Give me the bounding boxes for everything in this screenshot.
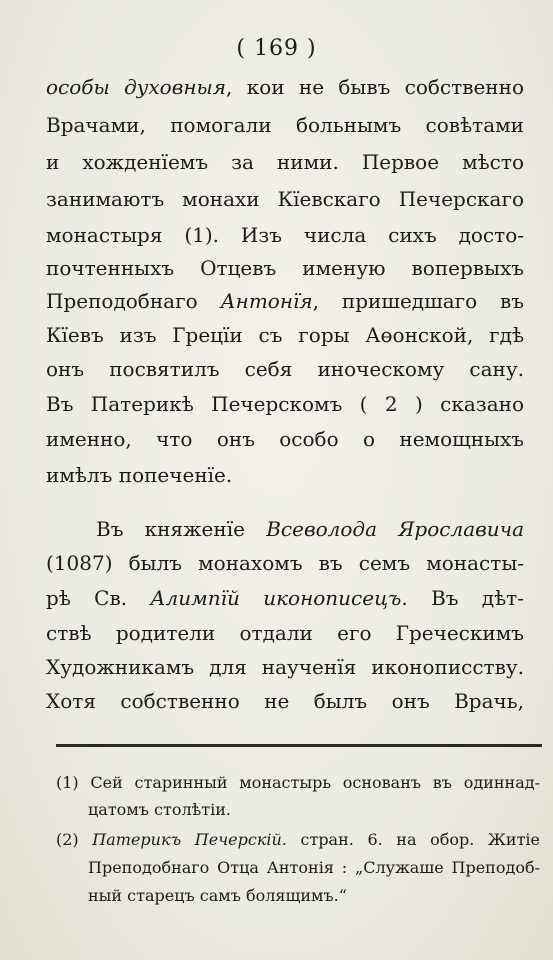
footnote-2-line-3: ный старецъ самъ болящимъ.“ (88, 886, 347, 905)
paragraph1-line-6: почтенныхъ Отцевъ именую вопервыхъ (46, 256, 524, 280)
text-span: Въ княженїе (96, 517, 245, 541)
footnote-divider (56, 744, 542, 747)
text-span: рѣ Св. (46, 586, 128, 610)
text-span: , пришедшаго въ (312, 289, 524, 313)
emphasis-text: Антонїя (220, 289, 313, 313)
paragraph2-line-1 (96, 514, 524, 544)
page-number: ( 169 ) (236, 36, 317, 61)
footnote-1-line-1: (1) Сей старинный монастырь основанъ въ одиннад- (56, 773, 540, 792)
paragraph1-line-7 (46, 286, 524, 316)
text-span: стран. 6. на обор. Житiе (300, 830, 540, 849)
text-span: Въ дѣт- (431, 586, 524, 610)
paragraph1-line-9: онъ посвятилъ себя иноческому сану. (46, 357, 524, 381)
paragraph1-line-2: Врачами, помогали больнымъ совѣтами (46, 113, 524, 137)
emphasis-text: особы духовныя (46, 75, 227, 99)
text-span: , кои не бывъ собственно (226, 75, 524, 99)
paragraph2-line-2: (1087) былъ монахомъ въ семъ монасты- (46, 551, 524, 575)
paragraph2-line-3 (46, 583, 524, 613)
paragraph1-line-8: Кїевъ изъ Грецїи съ горы Аөонской, гдѣ (46, 323, 524, 347)
emphasis-text: Всеволода Ярославича (266, 517, 524, 541)
footnote-1-line-2: цатомъ столѣтiи. (88, 800, 231, 819)
paragraph1-line-3: и хожденїемъ за ними. Первое мѣсто (46, 150, 524, 174)
paragraph1-line-4: занимаютъ монахи Кїевскаго Печерскаго (46, 187, 524, 211)
text-span: Преподобнаго (46, 289, 198, 313)
paragraph1-line-12: имѣлъ попеченїе. (46, 463, 233, 487)
footnote-2-line-2: Преподобнаго Отца Антонiя : „Служаше Преподоб- (88, 858, 540, 877)
paragraph1-line-11: именно, что онъ особо о немощныхъ (46, 427, 524, 451)
emphasis-text: Патерикъ Печерскiй. (92, 830, 287, 849)
paragraph1-line-5: монастыря (1). Изъ числа сихъ достo- (46, 223, 524, 247)
footnote-number: (2) (56, 830, 79, 849)
footnote-2-line-1 (56, 827, 540, 853)
paragraph2-line-5: Художникамъ для наученїя иконописству. (46, 655, 524, 679)
paragraph1-line-10: Въ Патерикѣ Печерскомъ ( 2 ) сказано (46, 392, 524, 416)
paragraph2-line-6: Хотя собственно не былъ онъ Врачь, (46, 689, 524, 713)
paragraph2-line-4: ствѣ родители отдали его Греческимъ (46, 621, 524, 645)
paragraph1-line-1 (46, 72, 524, 102)
emphasis-text: Алимпїй иконописецъ. (150, 586, 408, 610)
